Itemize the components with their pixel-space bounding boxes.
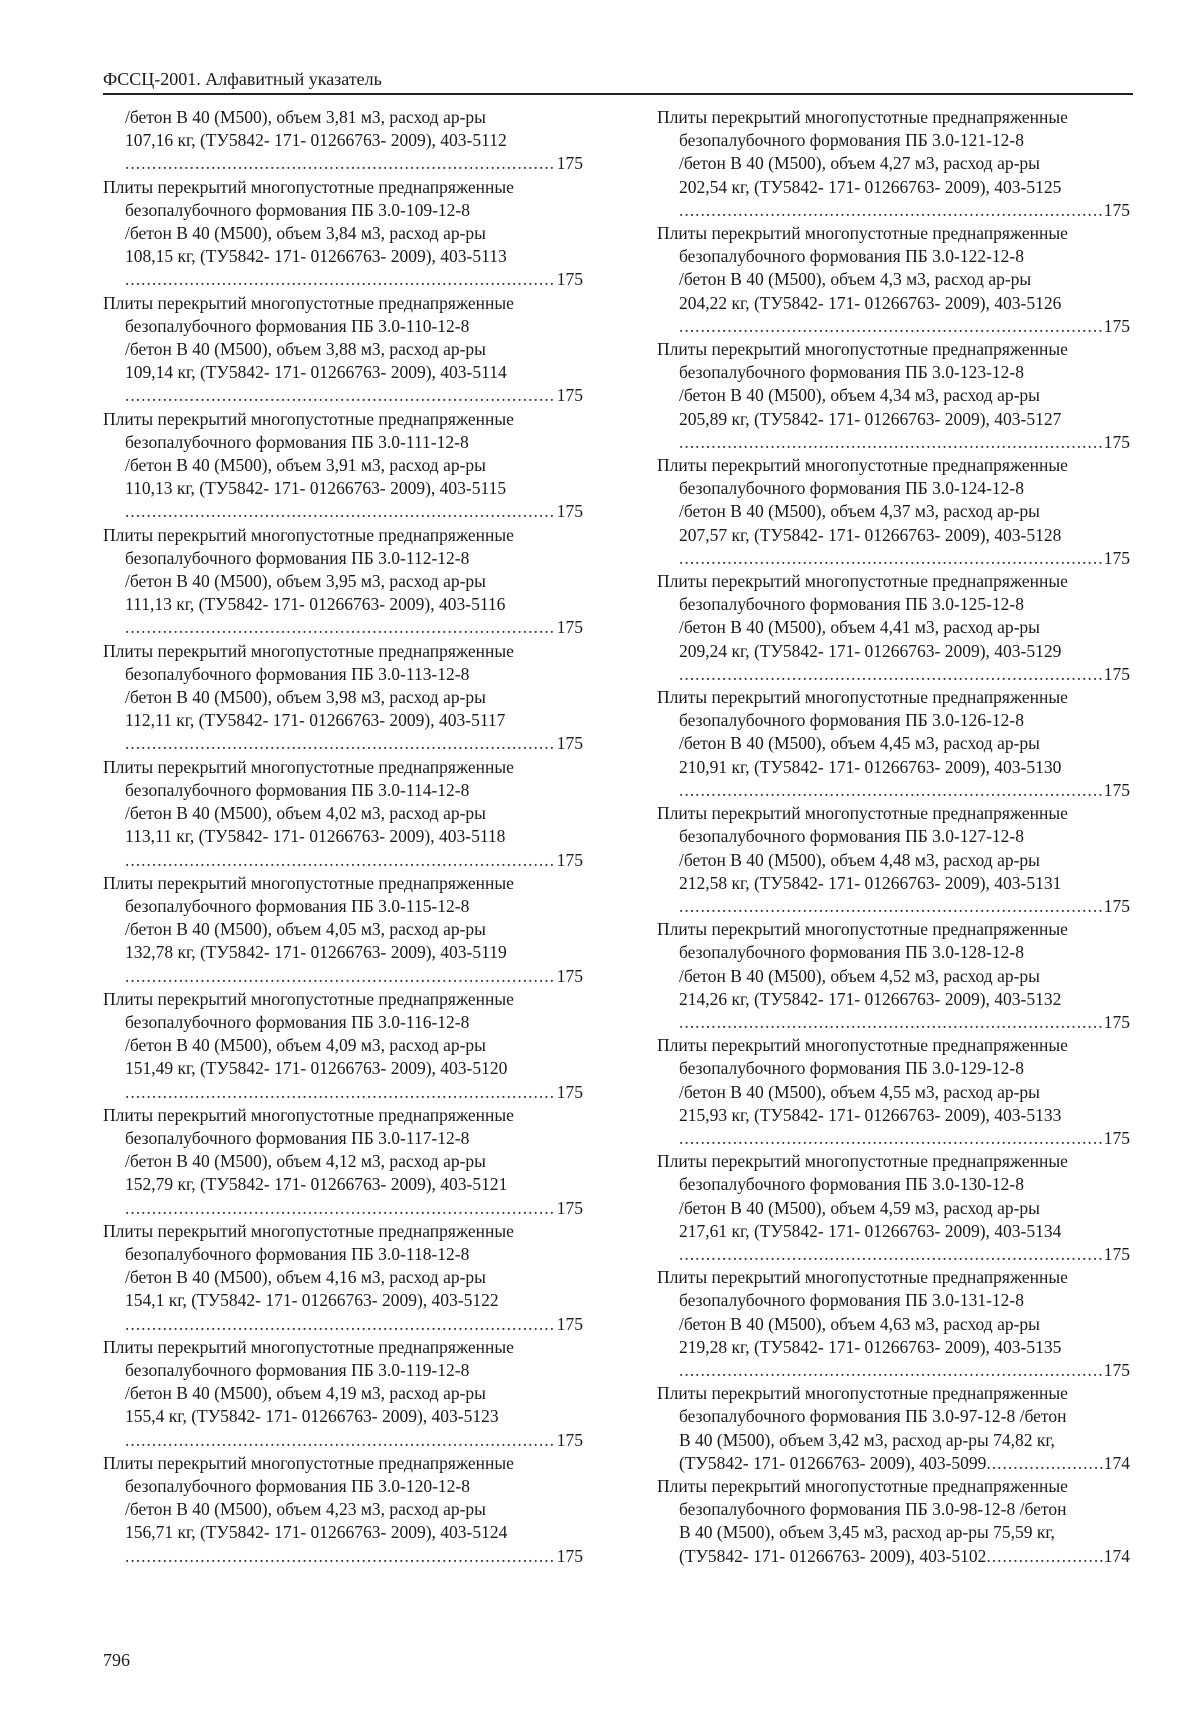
entry-line: Плиты перекрытий многопустотные преднапряженные: [657, 1475, 1068, 1496]
entry-line: 156,71 кг, (ТУ5842- 171- 01266763- 2009), 403-5124: [125, 1522, 508, 1543]
dot-leader: [125, 1197, 555, 1220]
index-entry: [103, 988, 583, 1104]
page-ref: [103, 1545, 583, 1568]
entry-line: 132,78 кг, (ТУ5842- 171- 01266763- 2009), 403-5119: [125, 942, 507, 963]
entry-line: безопалубочного формования ПБ 3.0-115-12-8: [125, 895, 470, 916]
entry-line: Плиты перекрытий многопустотные преднапряженные: [657, 1151, 1068, 1172]
page-number: 796: [103, 1650, 130, 1670]
index-entry: [657, 1150, 1130, 1266]
entry-line: /бетон В 40 (М500), объем 3,95 м3, расход ар-ры: [125, 571, 486, 592]
entry-line: /бетон В 40 (М500), объем 4,23 м3, расход ар-ры: [125, 1499, 486, 1520]
page-ref-number: 175: [556, 1081, 583, 1102]
entry-line: /бетон В 40 (М500), объем 4,16 м3, расход ар-ры: [125, 1267, 486, 1288]
entry-line: безопалубочного формования ПБ 3.0-109-12-8: [125, 199, 471, 220]
entry-line: /бетон В 40 (М500), объем 3,81 м3, расход ар-ры: [125, 107, 486, 127]
entry-line: 113,11 кг, (ТУ5842- 171- 01266763- 2009), 403-5118: [125, 826, 506, 847]
entry-line: безопалубочного формования ПБ 3.0-127-12-8: [679, 826, 1025, 847]
entry-line: Плиты перекрытий многопустотные преднапряженные: [657, 919, 1068, 940]
entry-line: Плиты перекрытий многопустотные преднапряженные: [657, 339, 1068, 360]
index-entry: [657, 454, 1130, 570]
index-entry: [103, 640, 583, 756]
page-ref: [103, 1313, 583, 1336]
page-ref: [657, 1011, 1130, 1034]
left-column: [103, 106, 583, 1568]
index-entry: [103, 1220, 583, 1336]
page-ref: [103, 384, 583, 407]
entry-line-text: (ТУ5842- 171- 01266763- 2009), 403-5102: [679, 1545, 987, 1566]
entry-line: 205,89 кг, (ТУ5842- 171- 01266763- 2009), 403-5127: [679, 408, 1062, 429]
dot-leader: [679, 1359, 1102, 1382]
entry-line: Плиты перекрытий многопустотные преднапряженные: [103, 1336, 514, 1357]
entry-line: безопалубочного формования ПБ 3.0-118-12-8: [125, 1243, 470, 1264]
entry-line: безопалубочного формования ПБ 3.0-111-12-8: [125, 431, 469, 452]
index-entry: [103, 1452, 583, 1568]
index-entry: [103, 408, 583, 524]
entry-line: Плиты перекрытий многопустотные преднапряженные: [103, 176, 514, 197]
page-ref: [103, 616, 583, 639]
entry-line: 151,49 кг, (ТУ5842- 171- 01266763- 2009), 403-5120: [125, 1058, 508, 1079]
page-ref-number: 175: [556, 1429, 583, 1450]
entry-line: Плиты перекрытий многопустотные преднапряженные: [657, 687, 1068, 708]
entry-line: /бетон В 40 (М500), объем 4,34 м3, расход ар-ры: [679, 385, 1040, 406]
page-ref-number: 175: [1103, 1127, 1130, 1148]
index-entry: [103, 106, 583, 176]
entry-line: 202,54 кг, (ТУ5842- 171- 01266763- 2009), 403-5125: [679, 176, 1062, 197]
entry-line: безопалубочного формования ПБ 3.0-97-12-8 /бетон: [679, 1406, 1067, 1427]
page-ref: [657, 315, 1130, 338]
dot-leader: [125, 849, 555, 872]
page-ref: [657, 199, 1130, 222]
page-ref: [657, 895, 1130, 918]
entry-line: /бетон В 40 (М500), объем 4,55 м3, расход ар-ры: [679, 1081, 1040, 1102]
entry-line: безопалубочного формования ПБ 3.0-120-12-8: [125, 1475, 471, 1496]
index-entry: [103, 1104, 583, 1220]
page-ref-number: 175: [556, 269, 583, 290]
page-ref: [657, 779, 1130, 802]
entry-line: 204,22 кг, (ТУ5842- 171- 01266763- 2009), 403-5126: [679, 292, 1062, 313]
entry-line: 212,58 кг, (ТУ5842- 171- 01266763- 2009), 403-5131: [679, 872, 1062, 893]
entry-line: безопалубочного формования ПБ 3.0-98-12-8 /бетон: [679, 1499, 1067, 1520]
dot-leader: [679, 547, 1102, 570]
entry-line: Плиты перекрытий многопустотные преднапряженные: [103, 408, 514, 429]
page-ref: [103, 732, 583, 755]
page-ref-number: 175: [1103, 1011, 1130, 1032]
index-entry: [103, 176, 583, 292]
dot-leader: [125, 1313, 555, 1336]
entry-line: Плиты перекрытий многопустотные преднапряженные: [657, 1035, 1068, 1056]
index-entry: [657, 1266, 1130, 1382]
entry-line: 152,79 кг, (ТУ5842- 171- 01266763- 2009), 403-5121: [125, 1174, 508, 1195]
entry-line: Плиты перекрытий многопустотные преднапряженные: [657, 1267, 1068, 1288]
page-ref: [103, 1429, 583, 1452]
dot-leader: [679, 199, 1102, 222]
page-ref: [657, 431, 1130, 454]
index-entry: [103, 756, 583, 872]
page-ref: [657, 1243, 1130, 1266]
entry-line: 155,4 кг, (ТУ5842- 171- 01266763- 2009), 403-5123: [125, 1406, 499, 1427]
dot-leader: [679, 1127, 1102, 1150]
entry-line: безопалубочного формования ПБ 3.0-117-12-8: [125, 1127, 470, 1148]
page-ref: [103, 1081, 583, 1104]
entry-line: 111,13 кг, (ТУ5842- 171- 01266763- 2009), 403-5116: [125, 594, 506, 615]
dot-leader: [125, 1545, 555, 1568]
page-ref-number: 175: [1103, 895, 1130, 916]
page-ref-number: 175: [556, 733, 583, 754]
dot-leader: [125, 268, 555, 291]
page-ref-number: 175: [556, 849, 583, 870]
entry-line: безопалубочного формования ПБ 3.0-126-12-8: [679, 710, 1025, 731]
entry-line: Плиты перекрытий многопустотные преднапряженные: [103, 988, 514, 1009]
entry-last-line: [657, 1452, 1130, 1475]
entry-line: Плиты перекрытий многопустотные преднапряженные: [103, 640, 514, 661]
entry-line: /бетон В 40 (М500), объем 4,59 м3, расход ар-ры: [679, 1197, 1040, 1218]
page-ref-number: 175: [556, 501, 583, 522]
entry-line: безопалубочного формования ПБ 3.0-119-12-8: [125, 1359, 470, 1380]
index-entry: [657, 802, 1130, 918]
entry-line: безопалубочного формования ПБ 3.0-128-12-8: [679, 942, 1025, 963]
entry-line: безопалубочного формования ПБ 3.0-129-12-8: [679, 1058, 1025, 1079]
entry-line: 207,57 кг, (ТУ5842- 171- 01266763- 2009), 403-5128: [679, 524, 1062, 545]
entry-line: безопалубочного формования ПБ 3.0-112-12-8: [125, 547, 470, 568]
entry-line: /бетон В 40 (М500), объем 4,52 м3, расход ар-ры: [679, 965, 1040, 986]
index-entry: [103, 524, 583, 640]
page-ref-number: 175: [556, 617, 583, 638]
page-ref-number: 174: [1103, 1452, 1130, 1473]
index-entry: [103, 872, 583, 988]
entry-line: 214,26 кг, (ТУ5842- 171- 01266763- 2009), 403-5132: [679, 988, 1062, 1009]
entry-line: /бетон В 40 (М500), объем 4,02 м3, расход ар-ры: [125, 803, 486, 824]
index-entry: [657, 338, 1130, 454]
page-ref-number: 175: [1103, 663, 1130, 684]
page-ref-number: 175: [556, 385, 583, 406]
entry-line: 107,16 кг, (ТУ5842- 171- 01266763- 2009), 403-5112: [125, 130, 507, 151]
entry-line: /бетон В 40 (М500), объем 3,84 м3, расход ар-ры: [125, 223, 486, 244]
page-ref-number: 175: [556, 1197, 583, 1218]
entry-line: /бетон В 40 (М500), объем 4,37 м3, расход ар-ры: [679, 501, 1040, 522]
dot-leader: [679, 1243, 1102, 1266]
entry-line: В 40 (М500), объем 3,42 м3, расход ар-ры 74,82 кг,: [679, 1429, 1055, 1450]
page-ref-number: 175: [556, 1545, 583, 1566]
entry-line: /бетон В 40 (М500), объем 4,3 м3, расход ар-ры: [679, 269, 1032, 290]
page-ref: [103, 849, 583, 872]
page-ref: [103, 965, 583, 988]
index-entry: [103, 292, 583, 408]
page-ref-number: 175: [1103, 779, 1130, 800]
entry-line: 217,61 кг, (ТУ5842- 171- 01266763- 2009), 403-5134: [679, 1220, 1062, 1241]
entry-line: безопалубочного формования ПБ 3.0-130-12-8: [679, 1174, 1025, 1195]
index-entry: [657, 1475, 1130, 1568]
index-entry: [657, 222, 1130, 338]
page-ref-number: 175: [1103, 547, 1130, 568]
entry-line-text: (ТУ5842- 171- 01266763- 2009), 403-5099: [679, 1452, 987, 1473]
index-entry: [657, 686, 1130, 802]
page-ref: [657, 547, 1130, 570]
entry-line: /бетон В 40 (М500), объем 4,48 м3, расход ар-ры: [679, 849, 1040, 870]
entry-line: 110,13 кг, (ТУ5842- 171- 01266763- 2009), 403-5115: [125, 478, 507, 499]
entry-line: Плиты перекрытий многопустотные преднапряженные: [103, 872, 514, 893]
dot-leader: [679, 663, 1102, 686]
page-ref-number: 175: [1103, 315, 1130, 336]
entry-line: безопалубочного формования ПБ 3.0-123-12-8: [679, 362, 1025, 383]
entry-line: безопалубочного формования ПБ 3.0-124-12-8: [679, 478, 1025, 499]
page-ref: [103, 268, 583, 291]
page-ref-number: 175: [1103, 199, 1130, 220]
dot-leader: [986, 1545, 1103, 1568]
entry-line: Плиты перекрытий многопустотные преднапряженные: [103, 1452, 514, 1473]
page-ref-number: 175: [556, 153, 583, 174]
dot-leader: [679, 895, 1102, 918]
entry-line: Плиты перекрытий многопустотные преднапряженные: [103, 524, 514, 545]
dot-leader: [125, 732, 555, 755]
dot-leader: [125, 1081, 555, 1104]
page-ref: [103, 500, 583, 523]
entry-line: безопалубочного формования ПБ 3.0-125-12-8: [679, 594, 1025, 615]
entry-line: безопалубочного формования ПБ 3.0-121-12-8: [679, 130, 1025, 151]
entry-line: В 40 (М500), объем 3,45 м3, расход ар-ры 75,59 кг,: [679, 1522, 1055, 1543]
dot-leader: [986, 1452, 1103, 1475]
entry-line: 109,14 кг, (ТУ5842- 171- 01266763- 2009), 403-5114: [125, 362, 507, 383]
index-entry: [657, 918, 1130, 1034]
header-title: ФССЦ-2001. Алфавитный указатель: [103, 69, 382, 89]
index-entry: [657, 106, 1130, 222]
index-entry: [657, 570, 1130, 686]
entry-line: Плиты перекрытий многопустотные преднапряженные: [657, 1383, 1068, 1404]
entry-line: безопалубочного формования ПБ 3.0-110-12-8: [125, 315, 470, 336]
page-ref-number: 175: [1103, 1243, 1130, 1264]
entry-line: 108,15 кг, (ТУ5842- 171- 01266763- 2009), 403-5113: [125, 246, 507, 267]
page-ref-number: 175: [556, 965, 583, 986]
entry-line: Плиты перекрытий многопустотные преднапряженные: [657, 571, 1068, 592]
index-entry: [103, 1336, 583, 1452]
entry-line: /бетон В 40 (М500), объем 4,27 м3, расход ар-ры: [679, 153, 1040, 174]
entry-line: /бетон В 40 (М500), объем 3,91 м3, расход ар-ры: [125, 455, 486, 476]
entry-line: Плиты перекрытий многопустотные преднапряженные: [657, 455, 1068, 476]
page-ref-number: 175: [1103, 1359, 1130, 1380]
dot-leader: [125, 965, 555, 988]
entry-line: /бетон В 40 (М500), объем 4,19 м3, расход ар-ры: [125, 1383, 486, 1404]
dot-leader: [125, 1429, 555, 1452]
entry-last-line: [657, 1545, 1130, 1568]
entry-line: Плиты перекрытий многопустотные преднапряженные: [657, 803, 1068, 824]
entry-line: /бетон В 40 (М500), объем 3,88 м3, расход ар-ры: [125, 339, 486, 360]
entry-line: /бетон В 40 (М500), объем 4,41 м3, расход ар-ры: [679, 617, 1040, 638]
entry-line: /бетон В 40 (М500), объем 4,45 м3, расход ар-ры: [679, 733, 1040, 754]
page-ref-number: 174: [1103, 1545, 1130, 1566]
entry-line: безопалубочного формования ПБ 3.0-116-12-8: [125, 1011, 470, 1032]
entry-line: безопалубочного формования ПБ 3.0-113-12-8: [125, 663, 470, 684]
dot-leader: [125, 152, 555, 175]
index-entry: [657, 1034, 1130, 1150]
entry-line: 112,11 кг, (ТУ5842- 171- 01266763- 2009), 403-5117: [125, 710, 506, 731]
dot-leader: [125, 500, 555, 523]
entry-line: /бетон В 40 (М500), объем 4,12 м3, расход ар-ры: [125, 1151, 486, 1172]
entry-line: Плиты перекрытий многопустотные преднапряженные: [103, 1104, 514, 1125]
entry-line: 154,1 кг, (ТУ5842- 171- 01266763- 2009), 403-5122: [125, 1290, 499, 1311]
running-header: [103, 68, 1133, 95]
entry-line: безопалубочного формования ПБ 3.0-114-12-8: [125, 779, 470, 800]
entry-line: Плиты перекрытий многопустотные преднапряженные: [103, 1220, 514, 1241]
entry-line: 215,93 кг, (ТУ5842- 171- 01266763- 2009), 403-5133: [679, 1104, 1062, 1125]
entry-line: /бетон В 40 (М500), объем 4,05 м3, расход ар-ры: [125, 919, 486, 940]
entry-line: безопалубочного формования ПБ 3.0-122-12-8: [679, 246, 1025, 267]
page-ref: [657, 1359, 1130, 1382]
entry-line: Плиты перекрытий многопустотные преднапряженные: [657, 107, 1068, 127]
page-ref: [103, 1197, 583, 1220]
entry-line: 210,91 кг, (ТУ5842- 171- 01266763- 2009), 403-5130: [679, 756, 1062, 777]
entry-line: /бетон В 40 (М500), объем 3,98 м3, расход ар-ры: [125, 687, 486, 708]
entry-line: безопалубочного формования ПБ 3.0-131-12-8: [679, 1290, 1025, 1311]
entry-line: /бетон В 40 (М500), объем 4,09 м3, расход ар-ры: [125, 1035, 486, 1056]
dot-leader: [679, 779, 1102, 802]
page-ref: [657, 663, 1130, 686]
page-ref: [657, 1127, 1130, 1150]
right-column: [657, 106, 1130, 1568]
entry-line: Плиты перекрытий многопустотные преднапряженные: [103, 756, 514, 777]
dot-leader: [125, 616, 555, 639]
entry-line: 209,24 кг, (ТУ5842- 171- 01266763- 2009), 403-5129: [679, 640, 1062, 661]
entry-line: Плиты перекрытий многопустотные преднапряженные: [103, 292, 514, 313]
page-ref-number: 175: [1103, 431, 1130, 452]
entry-line: 219,28 кг, (ТУ5842- 171- 01266763- 2009), 403-5135: [679, 1336, 1062, 1357]
entry-line: /бетон В 40 (М500), объем 4,63 м3, расход ар-ры: [679, 1313, 1040, 1334]
entry-line: Плиты перекрытий многопустотные преднапряженные: [657, 223, 1068, 244]
index-entry: [657, 1382, 1130, 1475]
page-ref-number: 175: [556, 1313, 583, 1334]
dot-leader: [679, 1011, 1102, 1034]
page-ref: [103, 152, 583, 175]
dot-leader: [679, 431, 1102, 454]
dot-leader: [679, 315, 1102, 338]
dot-leader: [125, 384, 555, 407]
